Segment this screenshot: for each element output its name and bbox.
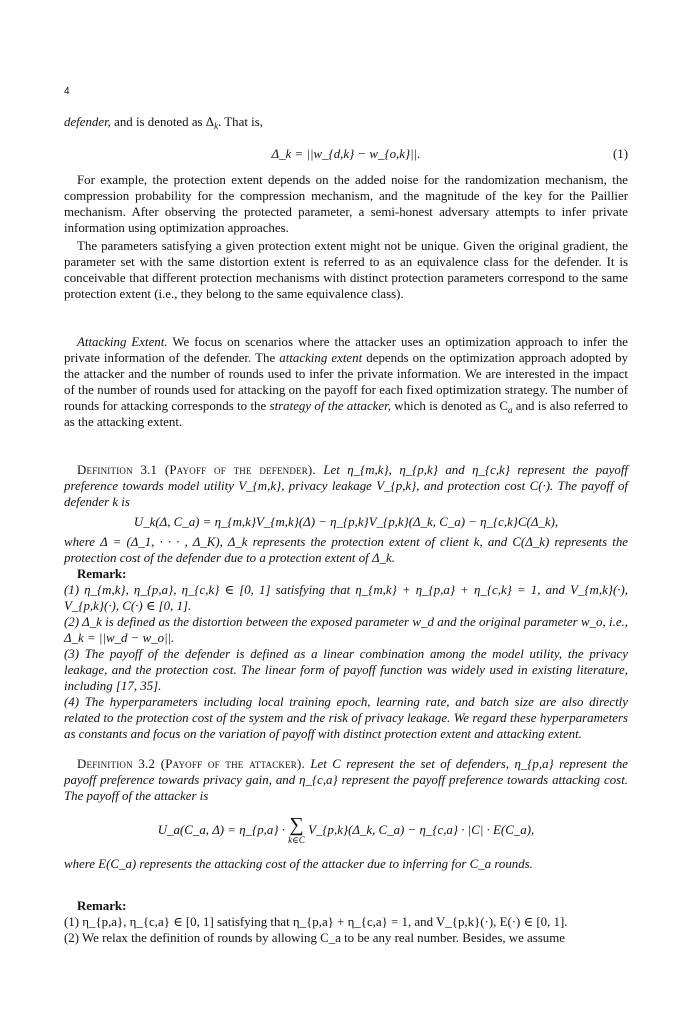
attacking-extent-text-1: We focus on scenarios where the attacker uses an optimization approach to infer the private information of the defender. The bbox=[64, 335, 628, 365]
remark-1-item-3: (3) The payoff of the defender is defined as a linear combination among the model utility, the privacy leakage, and the protection cost. The linear form of payoff function was widely used in existing literature, including [17, 35]. bbox=[64, 647, 628, 693]
attacking-extent-sub: a bbox=[507, 405, 513, 415]
page-number: 4 bbox=[64, 86, 70, 97]
definition-3-2-label: Definition 3.2 (Payoff of the attacker). bbox=[77, 757, 305, 771]
attacking-extent-emphasis: attacking extent bbox=[279, 351, 363, 365]
equation-1-number: (1) bbox=[612, 147, 628, 161]
intro-sub: k bbox=[214, 121, 219, 131]
intro-tail: . That is, bbox=[218, 115, 263, 129]
equation-1 bbox=[64, 144, 628, 164]
definition-3-2-equation bbox=[64, 808, 628, 852]
remark-2-label-text: Remark: bbox=[77, 899, 127, 913]
definition-3-2-statement bbox=[64, 756, 628, 804]
attacking-extent-text-2: depends on the optimization approach adopted by the attacker and the number of rounds used to infer the private information. We are interested in the impact of the number of rounds used for attacking on the payoff for each fixed optimization strategy. The number of rounds for attacking corresponds to the bbox=[64, 351, 629, 413]
remark-1-item-4: (4) The hyperparameters including local training epoch, learning rate, and batch size are also directly related to the protection cost of the system and the risk of privacy leakage. We regard these hyperparameters as constants and focus on the variation of payoff with distinct protection extent and attacking extent. bbox=[64, 695, 628, 741]
remark-2-item-2: (2) We relax the definition of rounds by allowing C_a to be any real number. Besides, we assume bbox=[64, 931, 565, 945]
paragraph-protection-examples: For example, the protection extent depends on the added noise for the randomization mechanism, the compression probability for the compression mechanism, and the magnitude of the key for the Paillier mechanism. After observing the protected parameter, a semi-honest adversary attempts to infer private information using optimization approaches. bbox=[64, 173, 628, 235]
intro-emphasis: defender, bbox=[64, 115, 111, 129]
remark-2-item-1: (1) η_{p,a}, η_{c,a} ∈ [0, 1] satisfying that η_{p,a} + η_{c,a} = 1, and V_{p,k}(·), E(·) ∈ [0, 1]. bbox=[64, 915, 568, 929]
paragraph-attacking-extent bbox=[64, 334, 628, 430]
remark-1-item-1: (1) η_{m,k}, η_{p,a}, η_{c,k} ∈ [0, 1] satisfying that η_{m,k} + η_{p,a} + η_{c,k} = 1, and V_{m,k}(·), V_{p,k}(·), C(·) ∈ [0, 1]. bbox=[64, 583, 628, 613]
definition-3-2-eq-left: U_a(C_a, Δ) = η_{p,a} · bbox=[157, 823, 285, 837]
remark-1-label bbox=[64, 566, 628, 582]
intro-line bbox=[64, 114, 628, 130]
remark-1-label-text: Remark: bbox=[77, 567, 127, 581]
equation-1-body: Δ_k = ||w_{d,k} − w_{o,k}||. bbox=[271, 147, 421, 161]
definition-3-1-statement bbox=[64, 462, 628, 510]
attacking-extent-text-3: which is denoted as C bbox=[390, 399, 508, 413]
definition-3-2-eq-right: V_{p,k}(Δ_k, C_a) − η_{c,a} · |C| · E(C_a), bbox=[308, 823, 535, 837]
summation-limit: k∈C bbox=[288, 835, 305, 846]
paragraph-equivalence-class: The parameters satisfying a given protection extent might not be unique. Given the original gradient, the parameter set with the same distortion extent is referred to as an equivalence class for the defender. It is conceivable that different protection mechanisms with distinct protection parameters correspond to the same protection extent (i.e., they belong to the same equivalence class). bbox=[64, 239, 628, 301]
definition-3-2 bbox=[64, 756, 628, 872]
strategy-emphasis: strategy of the attacker, bbox=[269, 399, 391, 413]
summation-symbol: ∑ bbox=[289, 814, 304, 837]
definition-3-2-body: Let C represent the set of defenders, η_{p,a} represent the payoff preference towards privacy gain, and η_{c,a} represent the payoff preference towards attacking cost. The payoff of the attacker is bbox=[64, 757, 629, 803]
intro-text: and is denoted as Δ bbox=[110, 115, 215, 129]
remark-2 bbox=[64, 898, 628, 946]
definition-3-1-equation: U_k(Δ, C_a) = η_{m,k}V_{m,k}(Δ) − η_{p,k}V_{p,k}(Δ_k, C_a) − η_{c,k}C(Δ_k), bbox=[133, 515, 559, 529]
attacking-extent-heading: Attacking Extent. bbox=[77, 335, 168, 349]
remark-2-label bbox=[64, 898, 628, 914]
summation bbox=[288, 816, 305, 846]
definition-3-1 bbox=[64, 462, 628, 742]
definition-3-1-label: Definition 3.1 (Payoff of the defender). bbox=[77, 463, 316, 477]
definition-3-2-where: where E(C_a) represents the attacking cost of the attacker due to inferring for C_a rounds. bbox=[64, 857, 533, 871]
remark-1-item-2: (2) Δ_k is defined as the distortion between the exposed parameter w_d and the original parameter w_o, i.e., Δ_k = ||w_d − w_o||. bbox=[64, 615, 628, 645]
attacking-extent-text-4: and is also referred to as the attacking extent. bbox=[64, 399, 628, 429]
definition-3-1-where: where Δ = (Δ_1, · · · , Δ_K), Δ_k represents the protection extent of client k, and C(Δ_k) represents the protection cost of the defender due to a protection extent of Δ_k. bbox=[64, 535, 628, 565]
definition-3-1-body: Let η_{m,k}, η_{p,k} and η_{c,k} represent the payoff preference towards model utility V_{m,k}, privacy leakage V_{p,k}, and protection cost C(·). The payoff of defender k is bbox=[64, 463, 628, 509]
